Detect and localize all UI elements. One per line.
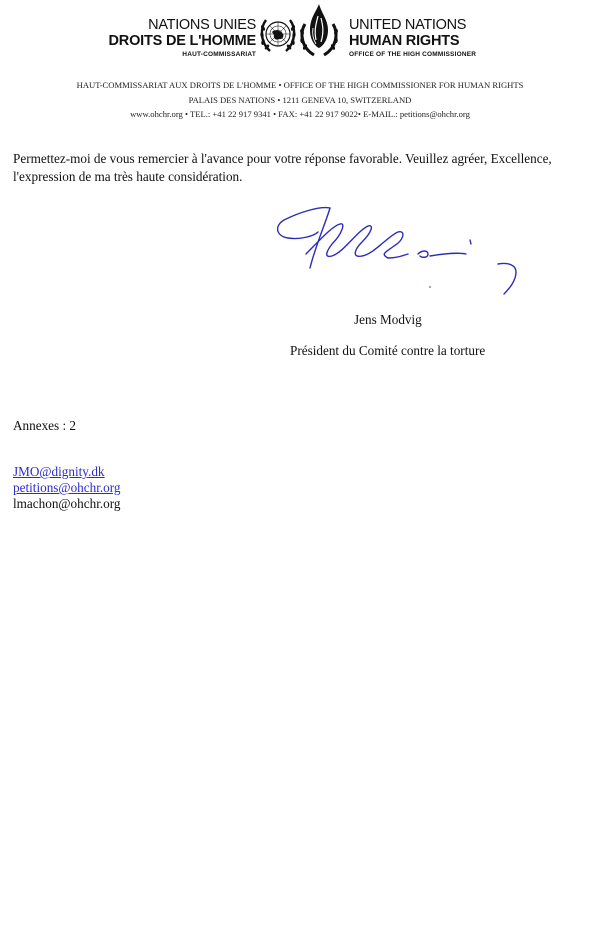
- letterhead-english-line1: UNITED NATIONS: [349, 17, 467, 33]
- letterhead-english-line2: HUMAN RIGHTS: [349, 33, 460, 49]
- letterhead-french-line1: NATIONS UNIES: [148, 17, 256, 33]
- address-line-location: PALAIS DES NATIONS • 1211 GENEVA 10, SWITZERLAND: [188, 94, 412, 105]
- signer-name: Jens Modvig: [354, 312, 422, 327]
- email-lmachon: lmachon@ohchr.org: [13, 496, 121, 511]
- signer-title: Président du Comité contre la torture: [290, 343, 486, 358]
- annexes-count: Annexes : 2: [13, 418, 76, 433]
- un-emblem-icon: [258, 14, 298, 56]
- cc-list: [13, 464, 121, 512]
- email-link-petitions[interactable]: petitions@ohchr.org: [13, 480, 121, 495]
- letterhead-french: [109, 17, 256, 61]
- letterhead-english-line3: OFFICE OF THE HIGH COMMISSIONER: [349, 51, 477, 58]
- closing-paragraph: Permettez-moi de vous remercier à l'avance pour votre réponse favorable. Veuillez agréer, Excellence, l'expression de ma très haute considération.: [13, 151, 552, 184]
- letterhead-french-line2: DROITS DE L'HOMME: [108, 33, 256, 49]
- signature-image: [270, 202, 540, 298]
- letterhead-french-line3: HAUT-COMMISSARIAT: [182, 51, 256, 58]
- human-rights-flame-icon: [296, 2, 342, 58]
- address-line-contact: www.ohchr.org • TEL.: +41 22 917 9341 • FAX: +41 22 917 9022• E-MAIL.: petitions@ohchr.org: [130, 109, 470, 119]
- letterhead-english: [349, 17, 476, 61]
- office-address: [0, 78, 600, 122]
- letterhead: [0, 0, 600, 68]
- email-link-jmo[interactable]: JMO@dignity.dk: [13, 464, 105, 479]
- address-line-office: HAUT-COMMISSARIAT AUX DROITS DE L'HOMME • OFFICE OF THE HIGH COMMISSIONER FOR HUMAN RIGHTS: [76, 80, 524, 90]
